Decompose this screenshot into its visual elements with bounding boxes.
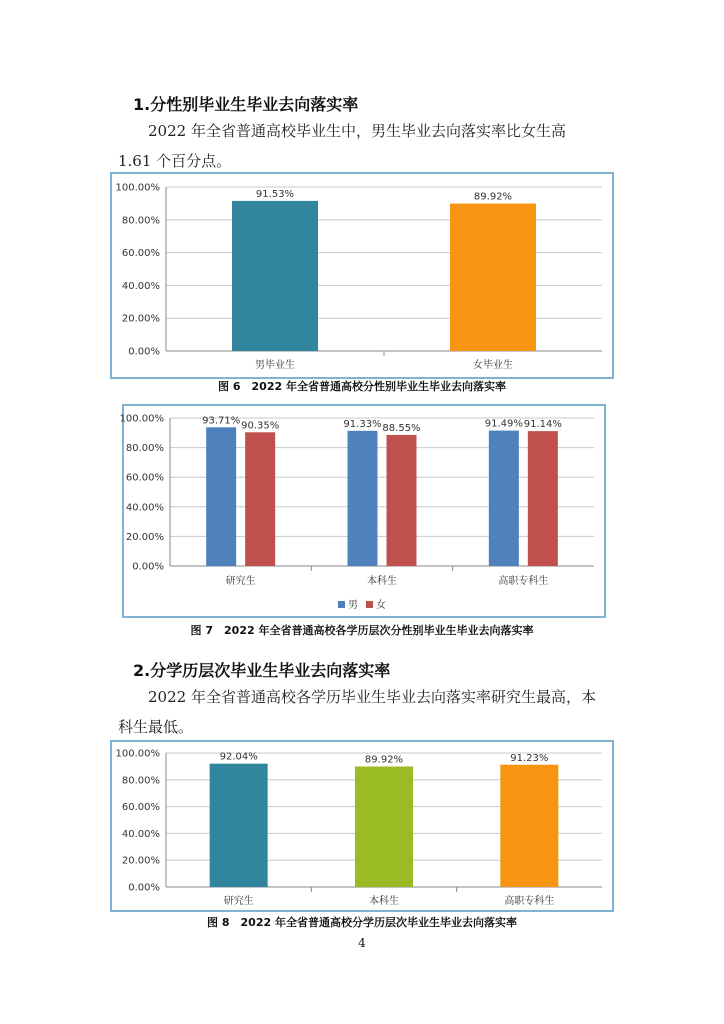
x-category-label: 本科生 xyxy=(369,896,399,907)
figure8-caption: 图 8 2022 年全省普通高校分学历层次毕业生毕业去向落实率 xyxy=(207,916,517,929)
bar-女毕业生 xyxy=(450,204,536,351)
bar-研究生 xyxy=(210,764,268,887)
bar-女-研究生 xyxy=(245,432,275,566)
data-label: 93.71% xyxy=(202,415,241,427)
figure6-svg xyxy=(112,174,612,377)
y-tick-label: 60.00% xyxy=(121,802,160,814)
data-label: 89.92% xyxy=(364,754,404,766)
y-tick-label: 60.00% xyxy=(125,472,164,484)
data-label: 92.04% xyxy=(219,751,258,763)
data-label: 88.55% xyxy=(382,422,421,434)
y-tick-label: 20.00% xyxy=(121,855,160,867)
bar-男-高职专科生 xyxy=(489,431,519,566)
section2-paragraph: 2022 年全省普通高校各学历毕业生毕业去向落实率研究生最高，本科生最低。 xyxy=(118,688,596,736)
data-label: 91.23% xyxy=(510,752,549,764)
y-tick-label: 0.00% xyxy=(128,346,160,358)
y-tick-label: 0.00% xyxy=(132,561,164,573)
x-category-label: 研究生 xyxy=(223,896,254,907)
x-category-label: 男毕业生 xyxy=(255,360,295,371)
figure8-chart xyxy=(110,740,614,912)
section2-heading: 2.分学历层次毕业生毕业去向落实率 xyxy=(133,661,391,680)
x-category-label: 研究生 xyxy=(225,576,256,587)
figure6-chart xyxy=(110,172,614,379)
y-tick-label: 40.00% xyxy=(125,502,164,514)
bar-男-本科生 xyxy=(348,431,378,566)
y-tick-label: 20.00% xyxy=(121,313,160,325)
figure7-svg xyxy=(119,406,604,616)
data-label: 91.49% xyxy=(484,418,523,430)
y-tick-label: 100.00% xyxy=(119,413,164,425)
x-category-label: 高职专科生 xyxy=(504,896,555,907)
page-number: 4 xyxy=(358,936,366,950)
y-tick-label: 100.00% xyxy=(115,182,160,194)
y-tick-label: 80.00% xyxy=(121,775,160,787)
figure8-svg xyxy=(112,742,612,910)
data-label: 91.53% xyxy=(255,188,295,200)
y-tick-label: 40.00% xyxy=(121,828,160,840)
figure7-caption: 图 7 2022 年全省普通高校各学历层次分性别毕业生毕业去向落实率 xyxy=(190,624,534,637)
legend-swatch xyxy=(338,601,345,608)
bar-高职专科生 xyxy=(500,765,558,887)
data-label: 89.92% xyxy=(473,191,513,203)
figure7-chart xyxy=(119,404,606,618)
y-tick-label: 20.00% xyxy=(125,531,164,543)
bar-女-高职专科生 xyxy=(528,431,558,566)
figure6-caption: 图 6 2022 年全省普通高校分性别毕业生毕业去向落实率 xyxy=(218,380,506,393)
bar-本科生 xyxy=(355,767,413,887)
bar-男-研究生 xyxy=(206,427,236,566)
y-tick-label: 40.00% xyxy=(121,280,160,292)
x-category-label: 高职专科生 xyxy=(498,576,549,587)
section1-heading: 1.分性别毕业生毕业去向落实率 xyxy=(133,95,359,114)
y-tick-label: 0.00% xyxy=(128,882,160,894)
x-category-label: 女毕业生 xyxy=(473,360,513,371)
y-tick-label: 60.00% xyxy=(121,248,160,260)
y-tick-label: 100.00% xyxy=(115,748,160,760)
data-label: 91.14% xyxy=(523,419,562,431)
x-category-label: 本科生 xyxy=(367,576,397,587)
data-label: 90.35% xyxy=(241,420,280,432)
section1-paragraph: 2022 年全省普通高校毕业生中，男生毕业去向落实率比女生高 1.61 个百分点。 xyxy=(118,122,566,170)
legend-label: 女 xyxy=(376,600,386,611)
data-label: 91.33% xyxy=(343,418,382,430)
bar-女-本科生 xyxy=(387,435,417,566)
legend-swatch xyxy=(366,601,373,608)
y-tick-label: 80.00% xyxy=(121,215,160,227)
y-tick-label: 80.00% xyxy=(125,443,164,455)
bar-男毕业生 xyxy=(232,201,318,351)
legend-label: 男 xyxy=(348,600,358,611)
